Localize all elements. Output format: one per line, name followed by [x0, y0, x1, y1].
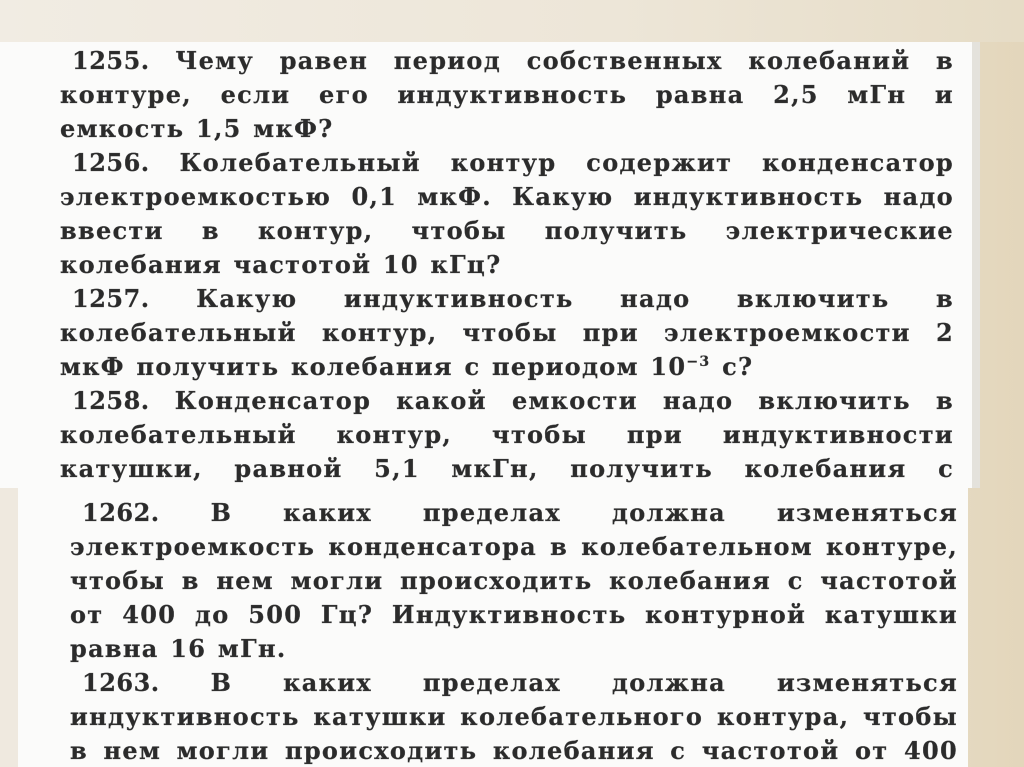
problem-number: 1256.: [72, 148, 150, 177]
problem-number: 1262.: [82, 498, 160, 527]
slide-background-top: [0, 0, 1024, 42]
problem-1256: [60, 146, 954, 282]
problem-number: 1263.: [82, 668, 160, 697]
problem-text: Колебательный контур содержит конденсатор электроемкостью 0,1 мкФ. Какую индуктивность надо ввести в контур, чтобы получить электрические колебания частотой 10 кГц?: [60, 148, 955, 279]
problem-1258: [60, 384, 954, 488]
problem-1262: [70, 496, 958, 666]
scan-edge-shadow: [972, 42, 980, 488]
scan-fragment-top: [0, 42, 980, 488]
problem-number: 1257.: [72, 284, 150, 313]
problem-1255: [60, 44, 954, 146]
problem-text: Чему равен период собственных колебаний в контуре, если его индуктивность равна 2,5 мГн и емкость 1,5 мкФ?: [60, 46, 954, 143]
problem-text: Какую индуктивность надо включить в колебательный контур, чтобы при электроемкости 2 мкФ получить колебания с периодом 10: [60, 284, 954, 381]
period-exponent: −3: [686, 354, 711, 370]
problem-text: В каких пределах должна изменяться электроемкость конденсатора в колебательном контуре, чтобы в нем могли происходить колебания с частотой от 400 до 500 Гц? Индуктивность контурной катушки равна 16 мГн.: [70, 498, 958, 663]
problem-1257: [60, 282, 954, 384]
problem-text-end: с?: [710, 352, 754, 381]
problem-1263: [70, 666, 958, 767]
scan-fragment-bottom: [18, 488, 968, 767]
problem-text: Конденсатор какой емкости надо включить в колебательный контур, чтобы при индуктивности катушки, равной 5,1 мкГн, получить колебания с: [60, 386, 954, 483]
problem-number: 1258.: [72, 386, 150, 415]
problem-text: В каких пределах должна изменяться индуктивность катушки колебательного контура, чтобы в нем могли происходить колебания с частотой от 400: [70, 668, 958, 765]
problem-number: 1255.: [72, 46, 150, 75]
